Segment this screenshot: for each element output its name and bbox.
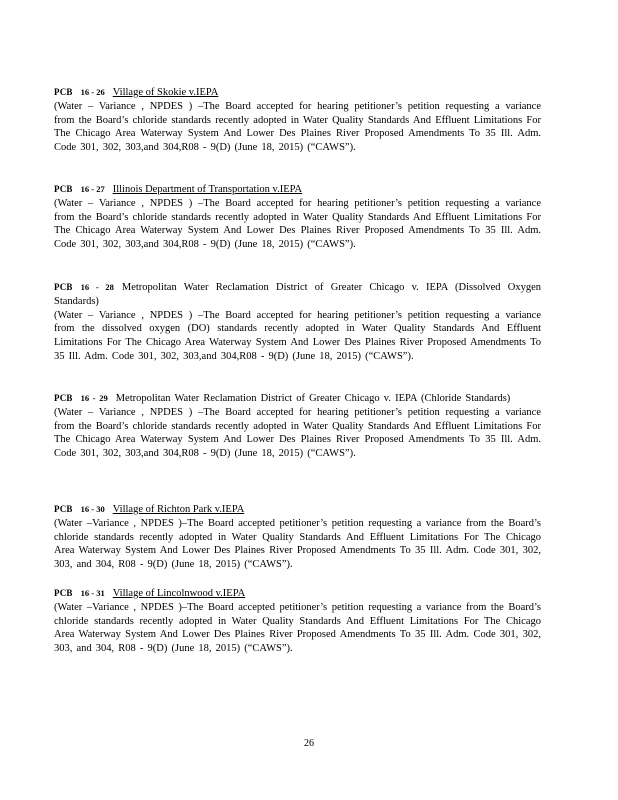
case-party: Village of Richton Park v.IEPA [112,504,245,515]
case-number: 16 - 28 [80,282,114,292]
case-party: Village of Lincolnwood v.IEPA [112,588,246,599]
case-entry [54,587,541,656]
case-prefix: PCB [54,504,73,514]
case-entry [54,86,541,155]
case-heading [54,281,541,309]
case-number: 16 - 26 [80,87,105,97]
case-heading [54,392,541,406]
case-description: (Water – Variance , NPDES ) –The Board accepted for hearing petitioner’s petition requesting a variance from the Board’s chloride standards recently adopted in Water Quality Standards And Effluent Limitations For The Chicago Area Waterway System And Lower Des Plaines River Proposed Amendments To 35 Ill. Adm. Code 301, 302, 303,and 304,R08 - 9(D) (June 18, 2015) (“CAWS”). [54,406,541,460]
case-description: (Water – Variance , NPDES ) –The Board accepted for hearing petitioner’s petition requesting a variance from the dissolved oxygen (DO) standards recently adopted in Water Quality Standards And Effluent Limitations For The Chicago Area Waterway System And Lower Des Plaines River Proposed Amendments To 35 Ill. Adm. Code 301, 302, 303,and 304,R08 - 9(D) (June 18, 2015) (“CAWS”). [54,309,541,362]
case-party: Illinois Department of Transportation v.IEPA [112,184,303,195]
case-heading [54,183,541,197]
case-number: 16 - 27 [80,184,105,194]
case-prefix: PCB [54,588,73,598]
case-description: (Water – Variance , NPDES ) –The Board accepted for hearing petitioner’s petition requesting a variance from the Board’s chloride standards recently adopted in Water Quality Standards And Effluent Limitations For The Chicago Area Waterway System And Lower Des Plaines River Proposed Amendments To 35 Ill. Adm. Code 301, 302, 303,and 304,R08 - 9(D) (June 18, 2015) (“CAWS”). [54,100,541,154]
case-description: (Water – Variance , NPDES ) –The Board accepted for hearing petitioner’s petition requesting a variance from the Board’s chloride standards recently adopted in Water Quality Standards And Effluent Limitations For The Chicago Area Waterway System And Lower Des Plaines River Proposed Amendments To 35 Ill. Adm. Code 301, 302, 303,and 304,R08 - 9(D) (June 18, 2015) (“CAWS”). [54,197,541,251]
case-party: Metropolitan Water Reclamation District of Greater Chicago v. IEPA (Chloride Standards) [115,393,511,404]
case-description: (Water –Variance , NPDES )–The Board accepted petitioner’s petition requesting a variance from the Board’s chloride standards recently adopted in Water Quality Standards And Effluent Limitations For The Chicago Area Waterway System And Lower Des Plaines River Proposed Amendments To 35 Ill. Adm. Code 301, 302, 303, and 304, R08 - 9(D) (June 18, 2015) (“CAWS”). [54,517,541,571]
case-heading [54,86,541,100]
case-number: 16 - 31 [80,588,105,598]
case-number: 16 - 30 [80,504,105,514]
case-prefix: PCB [54,282,73,292]
case-party: Metropolitan Water Reclamation District of Greater Chicago v. IEPA (Dissolved Oxygen Standards) [54,282,541,307]
case-number: 16 - 29 [80,393,108,403]
case-prefix: PCB [54,87,73,97]
case-entry [54,392,541,461]
case-heading [54,503,541,517]
case-entry [54,183,541,252]
case-heading [54,587,541,601]
case-prefix: PCB [54,184,73,194]
case-description: (Water –Variance , NPDES )–The Board accepted petitioner’s petition requesting a variance from the Board’s chloride standards recently adopted in Water Quality Standards And Effluent Limitations For The Chicago Area Waterway System And Lower Des Plaines River Proposed Amendments To 35 Ill. Adm. Code 301, 302, 303, and 304, R08 - 9(D) (June 18, 2015) (“CAWS”). [54,601,541,655]
case-party: Village of Skokie v.IEPA [112,87,219,98]
case-prefix: PCB [54,393,73,403]
case-entry [54,503,541,572]
case-entry [54,281,541,364]
page-number: 26 [304,738,314,749]
